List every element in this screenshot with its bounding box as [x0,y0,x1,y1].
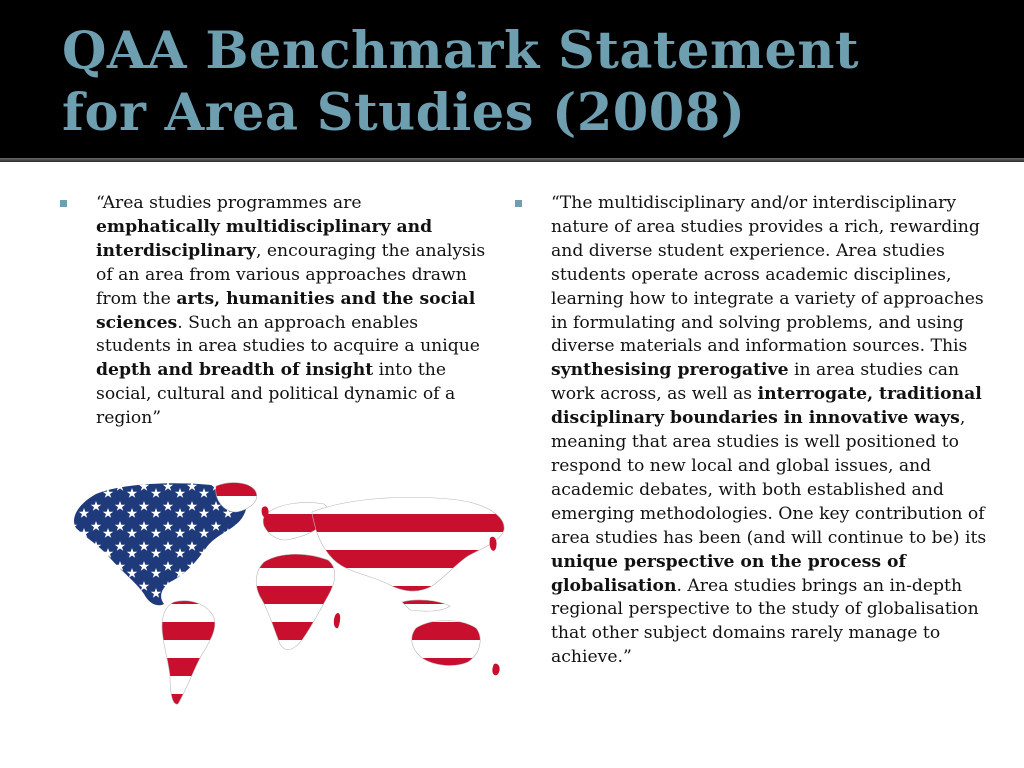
world-map-flag-image [66,478,510,710]
left-quote-bold-2: arts, humanities and the social sciences [96,288,476,333]
left-quote-text-3: . Such an approach enables students in area studies to acquire a unique [96,312,480,357]
square-bullet-icon [60,200,67,207]
square-bullet-icon [515,200,522,207]
left-quote-bold-1: emphatically multidisciplinary and interdisciplinary [96,216,433,261]
right-quote-bold-3: unique perspective on the process of globalisation [551,551,906,596]
right-quote-text-2: in area studies can work across, as well as [551,360,960,405]
right-quote-text-1: “The multidisciplinary and/or interdisciplinary nature of area studies provides a rich, rewarding and diverse student experience. Area studies students operate across academic disciplines, learning how to integrate a variety of approaches in formulating and solving problems, and using diverse materials and information sources. This [551,193,984,357]
left-quote [96,192,488,431]
left-column [96,192,488,431]
right-quote [551,192,991,670]
right-column [551,192,991,670]
title-line-1: QAA Benchmark Statement [62,21,860,81]
right-quote-text-4: . Area studies brings an in-depth regional perspective to the study of globalisation that other subject domains rarely manage to achieve.” [551,575,979,668]
left-quote-bold-3: depth and breadth of insight [96,360,374,381]
title-divider [0,158,1024,162]
right-quote-bold-1: synthesising prerogative [551,360,789,381]
left-quote-text-4: into the social, cultural and political dynamic of a region” [96,360,456,429]
left-quote-text-1: “Area studies programmes are [96,193,362,213]
title-line-2: for Area Studies (2008) [62,83,746,143]
slide-title [62,20,1002,144]
right-quote-text-3: , meaning that area studies is well positioned to respond to new local and global issues, and academic debates, with both established and emerging methodologies. One key contribution of area studies has been (and will continue to be) its [551,408,987,548]
left-quote-text-2: , encouraging the analysis of an area from various approaches drawn from the [96,240,486,309]
right-quote-bold-2: interrogate, traditional disciplinary boundaries in innovative ways [551,384,982,429]
